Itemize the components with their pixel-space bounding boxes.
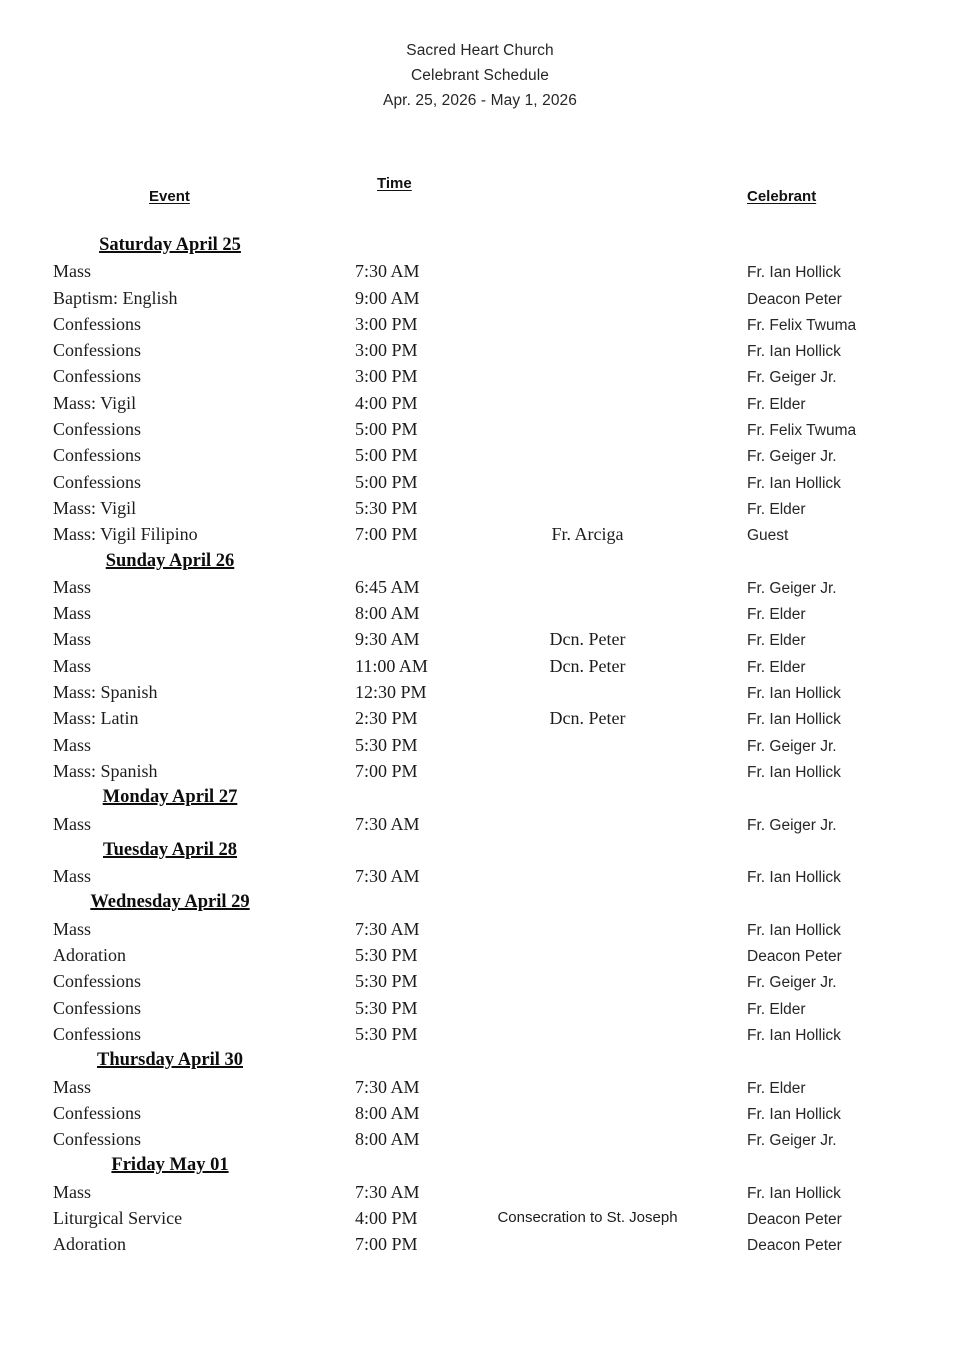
organization-name: Sacred Heart Church [406,42,554,59]
schedule-row [0,1021,960,1047]
time-cell: 3:00 PM [355,366,418,387]
note-cell: Dcn. Peter [549,655,626,676]
schedule-row [0,1126,960,1152]
note-cell: Dcn. Peter [549,708,626,729]
celebrant-cell: Fr. Ian Hollick [747,474,841,492]
schedule-row [0,574,960,600]
schedule-row [0,337,960,363]
event-cell: Confessions [53,313,142,334]
event-cell: Baptism: English [53,287,178,308]
celebrant-cell: Fr. Geiger Jr. [747,448,837,466]
note-cell: Consecration to St. Joseph [497,1208,678,1226]
celebrant-cell: Fr. Ian Hollick [747,711,841,729]
event-cell: Mass: Vigil [53,497,137,518]
event-cell: Confessions [53,366,142,387]
event-cell: Confessions [53,1129,142,1150]
time-cell: 5:30 PM [355,945,418,966]
day-header [0,784,960,810]
time-cell: 3:00 PM [355,340,418,361]
time-cell: 7:00 PM [355,524,418,545]
column-header-time: Time [377,175,412,192]
schedule-row [0,1205,960,1231]
celebrant-cell: Fr. Geiger Jr. [747,369,837,387]
time-cell: 2:30 PM [355,708,418,729]
schedule-row [0,521,960,547]
note-cell: Fr. Arciga [551,524,624,545]
event-cell: Mass [53,655,92,676]
date-range: Apr. 25, 2026 - May 1, 2026 [383,92,577,110]
celebrant-cell: Fr. Ian Hollick [747,343,841,361]
event-cell: Mass [53,576,92,597]
celebrant-cell: Fr. Ian Hollick [747,869,841,887]
time-cell: 9:00 AM [355,287,420,308]
time-cell: 8:00 AM [355,1129,420,1150]
event-cell: Mass: Latin [53,708,139,729]
schedule-row [0,968,960,994]
schedule-row [0,442,960,468]
day-header-label: Sunday April 26 [105,550,235,571]
event-cell: Mass [53,629,92,650]
schedule-row [0,600,960,626]
schedule-row [0,942,960,968]
schedule-row [0,1179,960,1205]
time-cell: 5:00 PM [355,471,418,492]
celebrant-cell: Fr. Ian Hollick [747,1026,841,1044]
time-cell: 5:30 PM [355,971,418,992]
celebrant-cell: Fr. Elder [747,632,806,650]
celebrant-cell: Fr. Felix Twuma [747,316,857,334]
event-cell: Mass [53,734,92,755]
event-cell: Liturgical Service [53,1207,183,1228]
event-cell: Mass: Vigil Filipino [53,524,198,545]
schedule-row [0,732,960,758]
celebrant-cell: Fr. Geiger Jr. [747,816,837,834]
celebrant-cell: Fr. Elder [747,606,806,624]
celebrant-cell: Fr. Ian Hollick [747,1105,841,1123]
time-cell: 5:30 PM [355,997,418,1018]
time-cell: 7:30 AM [355,1181,420,1202]
time-cell: 6:45 AM [355,576,420,597]
schedule-row [0,758,960,784]
day-header [0,548,960,574]
event-cell: Confessions [53,419,142,440]
column-header-celebrant: Celebrant [747,188,817,205]
celebrant-cell: Deacon Peter [747,290,842,308]
event-cell: Mass [53,261,92,282]
event-cell: Mass [53,813,92,834]
day-header [0,1152,960,1178]
day-header [0,232,960,258]
celebrant-cell: Fr. Ian Hollick [747,264,841,282]
time-cell: 7:30 AM [355,866,420,887]
schedule-row [0,811,960,837]
document-title: Celebrant Schedule [411,67,549,85]
schedule-row [0,626,960,652]
celebrant-cell: Fr. Geiger Jr. [747,737,837,755]
time-cell: 7:00 PM [355,1234,418,1255]
event-cell: Confessions [53,340,142,361]
day-header [0,837,960,863]
celebrant-cell: Fr. Elder [747,1000,806,1018]
column-header-event: Event [149,188,190,205]
time-cell: 5:30 PM [355,497,418,518]
celebrant-cell: Fr. Elder [747,1079,806,1097]
schedule-row [0,311,960,337]
day-header-label: Saturday April 25 [99,235,241,255]
celebrant-cell: Fr. Elder [747,500,806,518]
celebrant-cell: Fr. Geiger Jr. [747,1132,837,1150]
schedule-row [0,1074,960,1100]
event-cell: Adoration [53,945,126,966]
column-header-row [0,0,960,230]
time-cell: 5:30 PM [355,1023,418,1044]
schedule-row [0,1231,960,1257]
time-cell: 11:00 AM [355,655,428,676]
celebrant-cell: Fr. Ian Hollick [747,763,841,781]
schedule-row [0,285,960,311]
event-cell: Confessions [53,1102,142,1123]
time-cell: 5:30 PM [355,734,418,755]
time-cell: 12:30 PM [355,682,427,703]
celebrant-cell: Deacon Peter [747,1210,842,1228]
time-cell: 8:00 AM [355,1102,420,1123]
celebrant-cell: Fr. Ian Hollick [747,1184,841,1202]
day-header-label: Tuesday April 28 [103,839,237,860]
celebrant-cell: Fr. Elder [747,658,806,676]
schedule-row [0,679,960,705]
schedule-row [0,1100,960,1126]
event-cell: Confessions [53,445,142,466]
time-cell: 7:30 AM [355,918,420,939]
schedule-row [0,495,960,521]
event-cell: Confessions [53,1023,142,1044]
event-cell: Mass [53,1181,92,1202]
schedule-row [0,705,960,731]
time-cell: 7:30 AM [355,813,420,834]
celebrant-cell: Guest [747,527,789,545]
event-cell: Mass [53,1076,92,1097]
celebrant-cell: Fr. Geiger Jr. [747,974,837,992]
time-cell: 7:00 PM [355,760,418,781]
schedule-row [0,390,960,416]
event-cell: Mass [53,866,92,887]
time-cell: 9:30 AM [355,629,420,650]
schedule-row [0,469,960,495]
event-cell: Adoration [53,1234,126,1255]
time-cell: 7:30 AM [355,1076,420,1097]
schedule-table [0,232,960,1258]
time-cell: 5:00 PM [355,419,418,440]
time-cell: 5:00 PM [355,445,418,466]
time-cell: 8:00 AM [355,603,420,624]
schedule-row [0,653,960,679]
note-cell: Dcn. Peter [549,629,626,650]
time-cell: 3:00 PM [355,313,418,334]
schedule-row [0,363,960,389]
time-cell: 7:30 AM [355,261,420,282]
celebrant-cell: Fr. Felix Twuma [747,422,857,440]
day-header-label: Thursday April 30 [97,1050,243,1071]
celebrant-cell: Fr. Elder [747,395,806,413]
event-cell: Mass [53,603,92,624]
celebrant-cell: Deacon Peter [747,948,842,966]
event-cell: Mass: Vigil [53,392,137,413]
celebrant-cell: Fr. Ian Hollick [747,921,841,939]
day-header [0,889,960,915]
day-header-label: Monday April 27 [102,787,238,808]
schedule-row [0,995,960,1021]
time-cell: 4:00 PM [355,1207,418,1228]
schedule-row [0,416,960,442]
celebrant-cell: Fr. Geiger Jr. [747,579,837,597]
schedule-row [0,258,960,284]
event-cell: Mass: Spanish [53,682,158,703]
celebrant-cell: Fr. Ian Hollick [747,685,841,703]
event-cell: Mass [53,918,92,939]
celebrant-cell: Deacon Peter [747,1237,842,1255]
event-cell: Confessions [53,471,142,492]
event-cell: Confessions [53,971,142,992]
day-header-label: Friday May 01 [111,1155,229,1176]
schedule-row [0,916,960,942]
schedule-row [0,863,960,889]
time-cell: 4:00 PM [355,392,418,413]
event-cell: Confessions [53,997,142,1018]
day-header-label: Wednesday April 29 [90,892,250,913]
event-cell: Mass: Spanish [53,760,158,781]
day-header [0,1047,960,1073]
